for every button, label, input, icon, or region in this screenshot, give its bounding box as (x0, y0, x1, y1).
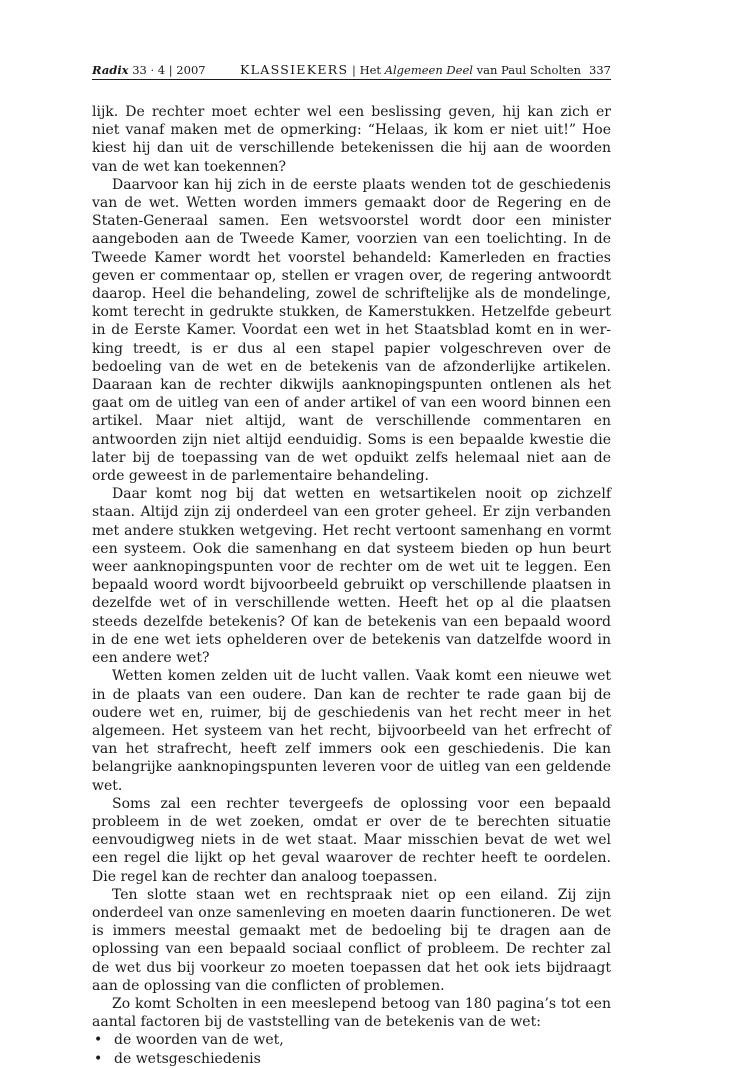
journal-name: Radix (92, 63, 129, 77)
list-item (92, 1050, 611, 1068)
factor-list (92, 1031, 611, 1067)
article-heading (240, 62, 581, 78)
running-header (92, 62, 611, 80)
list-item-text: de wetsgeschiedenis (114, 1050, 261, 1067)
bullet-icon: • (94, 1050, 103, 1067)
paragraph: Ten slotte staan wet en rechtspraak niet op een eiland. Zij zijn onderdeel van onze samenleving en moeten daarin functioneren. De wet is immers meestal gemaakt met de bedoeling bij te dragen aan de oplossing van een bepaald sociaal conflict of probleem. De rechter zal de wet dus bij voorkeur zo moeten toepassen dat het ook iets bijdraagt aan de oplossing van die conflicten of problemen. (92, 886, 611, 994)
paragraph: Daarvoor kan hij zich in de eerste plaats wenden tot de geschiedenis van de wet. Wetten worden immers gemaakt door de Regering en de Staten-Generaal samen. Een wetsvoorstel wordt door een minister aangeboden aan de Tweede Kamer, voorzien van een toelichting. In de Tweede Kamer wordt het voorstel behandeld: Kamerleden en fracties geven er commentaar op, stellen er vragen over, de regering antwoordt daarop. Heel die behandeling, zowel de schriftelijke als de mondelinge, komt terecht in gedrukte stukken, de Kamerstukken. Hetzelfde gebeurt in de Eerste Kamer. Voordat een wet in het Staatsblad komt en in werking treedt, is er dus al een stapel papier volgeschreven over de bedoeling van de wet en de betekenis van de afzonderlijke artikelen. Daaraan kan de rechter dikwijls aanknopingspunten ontlenen als het gaat om de uitleg van een of ander artikel of van een woord binnen een artikel. Maar niet altijd, want de verschillende commentaren en antwoorden zijn niet altijd eenduidig. Soms is een bepaalde kwestie die later bij de toepassing van de wet opduikt zelfs helemaal niet aan de orde geweest in de parlementaire behandeling. (92, 176, 611, 485)
header-rule (92, 79, 611, 80)
article-title-suffix: van Paul Scholten (472, 63, 581, 77)
bullet-icon: • (94, 1032, 103, 1049)
paragraph: lijk. De rechter moet echter wel een beslissing geven, hij kan zich er niet vanaf maken met de opmerking: “Helaas, ik kom er niet uit!” Hoe kiest hij dan uit de verschillende betekenissen die hij aan de woorden van de wet kan toekennen? (92, 104, 611, 175)
journal-citation (92, 62, 206, 78)
section-label: KLASSIEKERS (240, 62, 349, 77)
paragraph: Daar komt nog bij dat wetten en wetsartikelen nooit op zichzelf staan. Altijd zijn zij onderdeel van een groter geheel. Er zijn verbanden met andere stukken wetgeving. Het recht vertoont samenhang en vormt een systeem. Ook die samenhang en dat systeem bieden op hun beurt weer aanknopingspunten voor de rechter om de wet uit te leggen. Een bepaald woord wordt bijvoorbeeld gebruikt op verschillende plaatsen in dezelfde wet of in verschillende wetten. Heeft het op al die plaatsen steeds dezelfde betekenis? Of kan de betekenis van een bepaald woord in de ene wet iets ophelderen over de betekenis van datzelfde woord in een andere wet? (92, 486, 611, 667)
header-separator: | (352, 63, 356, 77)
article-title-prefix: Het (359, 63, 385, 77)
list-item-text: de woorden van de wet, (114, 1032, 284, 1049)
list-item (92, 1031, 611, 1049)
body-text (92, 103, 611, 1068)
paragraph: Wetten komen zelden uit de lucht vallen. Vaak komt een nieuwe wet in de plaats van een oudere. Dan kan de rechter te rade gaan bij de oudere wet en, ruimer, bij de geschiedenis van het recht meer in het algemeen. Het systeem van het recht, bijvoorbeeld van het erfrecht of van het strafrecht, heeft zelf immers ook een geschiedenis. Die kan belangrijke aanknopingspunten leveren voor de uitleg van een geldende wet. (92, 668, 611, 794)
article-title-italic: Algemeen Deel (384, 63, 473, 77)
journal-issue: 33 · 4 | 2007 (132, 63, 206, 77)
paragraph: Soms zal een rechter tevergeefs de oplossing voor een bepaald probleem in de wet zoeken, omdat er over de te berechten situatie eenvoudigweg niets in de wet staat. Maar misschien bevat de wet wel een regel die lijkt op het geval waarover de rechter heeft te oordelen. Die regel kan de rechter dan analoog toepassen. (92, 795, 611, 885)
page-number: 337 (589, 63, 611, 77)
paragraph: Zo komt Scholten in een meeslepend betoog van 180 pagina’s tot een aantal factoren bij de vaststelling van de betekenis van de wet: (92, 995, 611, 1031)
